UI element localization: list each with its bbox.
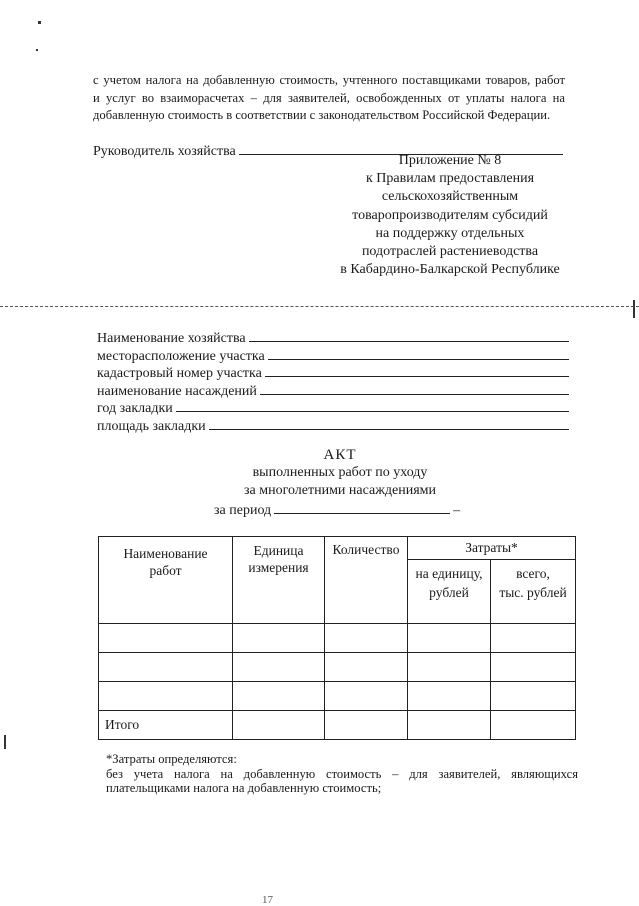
- field-label: год закладки: [97, 401, 173, 417]
- field-input-line[interactable]: [268, 347, 569, 360]
- table-cell[interactable]: [325, 624, 408, 653]
- scan-speck: [38, 21, 41, 24]
- scan-speck: [36, 49, 38, 51]
- field-label: наименование насаждений: [97, 383, 257, 399]
- table-row: [99, 682, 576, 711]
- col-header-per-unit: [408, 560, 491, 624]
- period-label: за период: [214, 503, 272, 518]
- scan-edge-mark: [4, 735, 6, 749]
- table-cell[interactable]: [408, 711, 491, 740]
- field-planting-year: [97, 399, 569, 417]
- signature-label: Руководитель хозяйства: [93, 144, 236, 159]
- field-farm-name: [97, 329, 569, 347]
- table-total-row: [99, 711, 576, 740]
- field-plantation-name: [97, 382, 569, 400]
- act-title: АКТ: [323, 447, 357, 463]
- header-text: тыс. рублей: [499, 585, 567, 600]
- appendix-line: товаропроизводителям субсидий: [352, 207, 548, 223]
- appendix-line: Приложение № 8: [398, 153, 502, 168]
- field-cadastral-number: [97, 364, 569, 382]
- table-cell[interactable]: [233, 653, 325, 682]
- table-cell[interactable]: [99, 653, 233, 682]
- table-row: [99, 624, 576, 653]
- col-header-unit: [233, 537, 325, 624]
- field-input-line[interactable]: [249, 329, 569, 342]
- page-number: 17: [262, 894, 273, 906]
- header-text: измерения: [248, 560, 309, 575]
- field-plot-location: [97, 347, 569, 365]
- cut-line-divider: [0, 306, 639, 307]
- table-cell[interactable]: [408, 682, 491, 711]
- intro-line: добавленную стоимость в соответствии с законодательством Российской Федерации.: [93, 108, 551, 122]
- farm-info-fields: [97, 329, 569, 435]
- total-label: Итого: [99, 711, 233, 740]
- table-cell[interactable]: [491, 682, 576, 711]
- footnote-line: без учета налога на добавленную стоимость – для заявителей, являющихся: [106, 766, 578, 781]
- table-cell[interactable]: [491, 653, 576, 682]
- header-text: Наименование: [123, 546, 208, 561]
- intro-line: и услуг во взаиморасчетах – для заявителей, освобожденных от уплаты налога на: [93, 90, 565, 105]
- table-row: [99, 653, 576, 682]
- col-header-work-name: [99, 537, 233, 624]
- field-label: кадастровый номер участка: [97, 366, 262, 382]
- field-input-line[interactable]: [209, 417, 569, 430]
- appendix-header: [300, 152, 600, 279]
- footnote-line: плательщиками налога на добавленную стоимость;: [106, 781, 382, 795]
- table-cell[interactable]: [491, 711, 576, 740]
- act-subtitle: за многолетними насаждениями: [243, 483, 437, 498]
- footnote-line: *Затраты определяются:: [106, 752, 237, 766]
- works-table: [98, 536, 576, 740]
- footnote: [106, 752, 578, 796]
- period-row: [214, 501, 460, 519]
- field-label: площадь закладки: [97, 418, 206, 434]
- field-input-line[interactable]: [265, 364, 569, 377]
- act-subtitle: выполненных работ по уходу: [252, 465, 428, 480]
- table-cell[interactable]: [491, 624, 576, 653]
- scan-edge-mark: [633, 300, 635, 318]
- table-cell[interactable]: [233, 682, 325, 711]
- col-header-quantity: [325, 537, 408, 624]
- table-cell[interactable]: [408, 624, 491, 653]
- field-planting-area: [97, 417, 569, 435]
- table-cell[interactable]: [408, 653, 491, 682]
- table-cell[interactable]: [325, 682, 408, 711]
- table-cell[interactable]: [325, 711, 408, 740]
- table-cell[interactable]: [233, 624, 325, 653]
- header-text: Единица: [253, 543, 304, 558]
- header-text: на единицу,: [415, 566, 483, 581]
- header-text: Количество: [332, 542, 400, 557]
- appendix-line: подотраслей растениеводства: [361, 244, 539, 260]
- col-header-costs: Затраты*: [408, 537, 576, 560]
- field-label: Наименование хозяйства: [97, 331, 246, 346]
- col-header-total: [491, 560, 576, 624]
- appendix-line: на поддержку отдельных: [375, 225, 525, 241]
- field-label: месторасположение участка: [97, 348, 265, 364]
- table-cell[interactable]: [99, 624, 233, 653]
- act-title-block: [190, 446, 490, 500]
- intro-line: с учетом налога на добавленную стоимость, учтенного поставщиками товаров, работ: [93, 73, 565, 87]
- appendix-line: в Кабардино-Балкарской Республике: [340, 262, 560, 278]
- header-text: работ: [149, 563, 182, 578]
- table-cell[interactable]: [233, 711, 325, 740]
- table-header-row: [99, 537, 576, 560]
- intro-paragraph: [93, 72, 565, 125]
- appendix-line: к Правилам предоставления: [365, 171, 535, 187]
- period-dash: –: [453, 503, 461, 518]
- table-cell[interactable]: [325, 653, 408, 682]
- field-input-line[interactable]: [260, 382, 569, 395]
- header-text: рублей: [429, 585, 469, 600]
- field-input-line[interactable]: [176, 399, 569, 412]
- table-cell[interactable]: [99, 682, 233, 711]
- appendix-line: сельскохозяйственным: [381, 189, 519, 205]
- header-text: всего,: [516, 566, 550, 581]
- period-input-line[interactable]: [274, 501, 450, 514]
